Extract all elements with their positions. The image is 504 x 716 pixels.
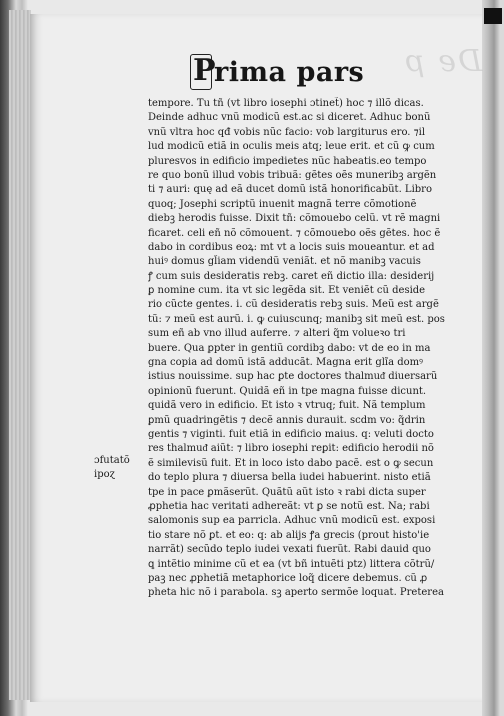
text-line: buere. Qua ꝑpter in gentiũ cordibꝫ dabo: vt de eo in ma bbox=[148, 342, 431, 354]
text-line: lud modicũ etiã in oculis meis atq; leue erit. et cũ ꝙ cum bbox=[148, 141, 435, 153]
text-line: re quo bonũ illud vobis tribuã: gẽtes oẽs muneribꝫ argẽn bbox=[148, 169, 437, 181]
text-line: paꝫ nec ꝓphetiã metaphorice loq̃ dicere debemus. cũ ꝓ bbox=[148, 572, 428, 584]
text-line: do teplo plura ⁊ diuersa bella iudei habuerint. nisto etiã bbox=[148, 472, 431, 484]
text-line: narrãt) secũdo teplo iudei vexati fuerũt. Rabi dauid quo bbox=[148, 544, 431, 556]
running-head-text: rima pars bbox=[214, 56, 365, 88]
text-line: quidã vero in edificio. Et isto ꝛ vtruq; fuit. Nã templum bbox=[148, 400, 426, 412]
text-line: tio stare nõ ꝑt. et eo: q: ab alijs ꝭa grecis (prout histo'ie bbox=[148, 529, 430, 541]
text-line: opinionũ fuerunt. Quidã eñ in tpe magna fuisse dicunt. bbox=[148, 385, 427, 397]
text-line: tempore. Tu tñ (vt libro iosephi ɔtinet̃) hoc ⁊ illõ dicas. bbox=[148, 98, 424, 109]
text-line: quoq; Josephi scriptũ inuenit magnã terre cõmotionẽ bbox=[148, 198, 417, 210]
body-text-column bbox=[148, 97, 448, 601]
text-line: gna copia ad domũ istã adducãt. Magna erit glĩa domꝰ bbox=[148, 357, 423, 369]
marginal-note: ɔfutatõ bbox=[94, 455, 130, 466]
text-line: tpe in pace ꝑmãserũt. Quãtũ aũt isto ꝛ rabi dicta super bbox=[148, 486, 426, 498]
text-line: ẽ similevisũ fuit. Et in loco isto dabo pacẽ. est o ꝙ secun bbox=[148, 457, 434, 469]
right-page-edge bbox=[482, 0, 504, 716]
text-line: ficaret. celi eñ nõ cõmouent. ⁊ cõmouebo oẽs gẽtes. hoc ẽ bbox=[148, 227, 441, 239]
running-head bbox=[190, 52, 370, 92]
text-line: sum eñ ab vno illud auferre. ⁊ alteri q̃m volueꝛo tri bbox=[148, 328, 406, 340]
text-line: pluresvos in edificio impedietes nũc habeatis.eo tempo bbox=[148, 155, 427, 167]
bleed-through-text: De p bbox=[403, 44, 482, 79]
text-line: ꝓphetia hac veritati adhereãt: vt ꝑ se notũ est. Na; rabi bbox=[148, 500, 430, 512]
text-line: istius nouissime. sup hac ꝑte doctores thalmuᵭ diuersarũ bbox=[148, 371, 438, 383]
text-line: pheta hic nõ i parabola. sꝫ aperto sermõe loquat. Preterea bbox=[148, 587, 444, 599]
text-line: dabo in cordibus eoꝝ: mt vt a locis suis moueantur. et ad bbox=[148, 241, 435, 253]
text-line: ꝑ nomine cum. ita vt sic legẽda sit. Et veniẽt cũ deside bbox=[148, 285, 426, 297]
page-edges-stack bbox=[8, 10, 31, 700]
text-line: diebꝫ herodis fuisse. Dixit tñ: cõmouebo celũ. vt rẽ magni bbox=[148, 213, 441, 225]
initial-letter: P bbox=[193, 53, 216, 88]
text-line: gentis ⁊ viginti. fuit etiã in edificio maius. q: veluti docto bbox=[148, 428, 434, 440]
marginal-note: ipoɀ bbox=[94, 469, 115, 480]
text-line: ꝑmũ quadringẽtis ⁊ decẽ annis durauit. scdm vo: q̃drin bbox=[148, 414, 426, 426]
text-line: ti ⁊ auri: quę ad eã ducet domũ istã honorificabũt. Libro bbox=[148, 184, 432, 196]
text-line: salomonis sup ea parricla. Adhuc vnũ modicũ est. exposi bbox=[148, 515, 436, 527]
initial-letter-box bbox=[190, 53, 216, 90]
text-line: Deinde adhuc vnũ modicũ est.ac si diceret. Adhuc bonũ bbox=[148, 112, 431, 124]
text-line: vnũ vltra hoc qđ vobis nũc facio: vob largiturus ero. ⁊il bbox=[148, 126, 426, 138]
text-line: rio cũcte gentes. i. cũ desideratis rebꝫ suis. Meũ est argẽ bbox=[148, 299, 439, 311]
text-line: res thalmuᵭ aiũt: ⁊ libro iosephi reꝑit: edificio herodii nõ bbox=[148, 443, 434, 455]
text-line: ꝭ cum suis desideratis rebꝫ. caret eñ dictio illa: desiderij bbox=[148, 270, 435, 282]
scan-marker bbox=[484, 8, 502, 24]
text-line: huiꝰ domus gl̃iam videndũ veniãt. et nõ manibꝫ vacuis bbox=[148, 256, 421, 268]
text-line: ꝗ intẽtio minime cũ et ea (vt bñ intuẽti ptz) littera cõtrũ/ bbox=[148, 558, 435, 570]
text-line: tũ: ⁊ meũ est aurũ. i. ꝙ cuiuscunq; manibꝫ sit meũ est. pos bbox=[148, 313, 445, 325]
